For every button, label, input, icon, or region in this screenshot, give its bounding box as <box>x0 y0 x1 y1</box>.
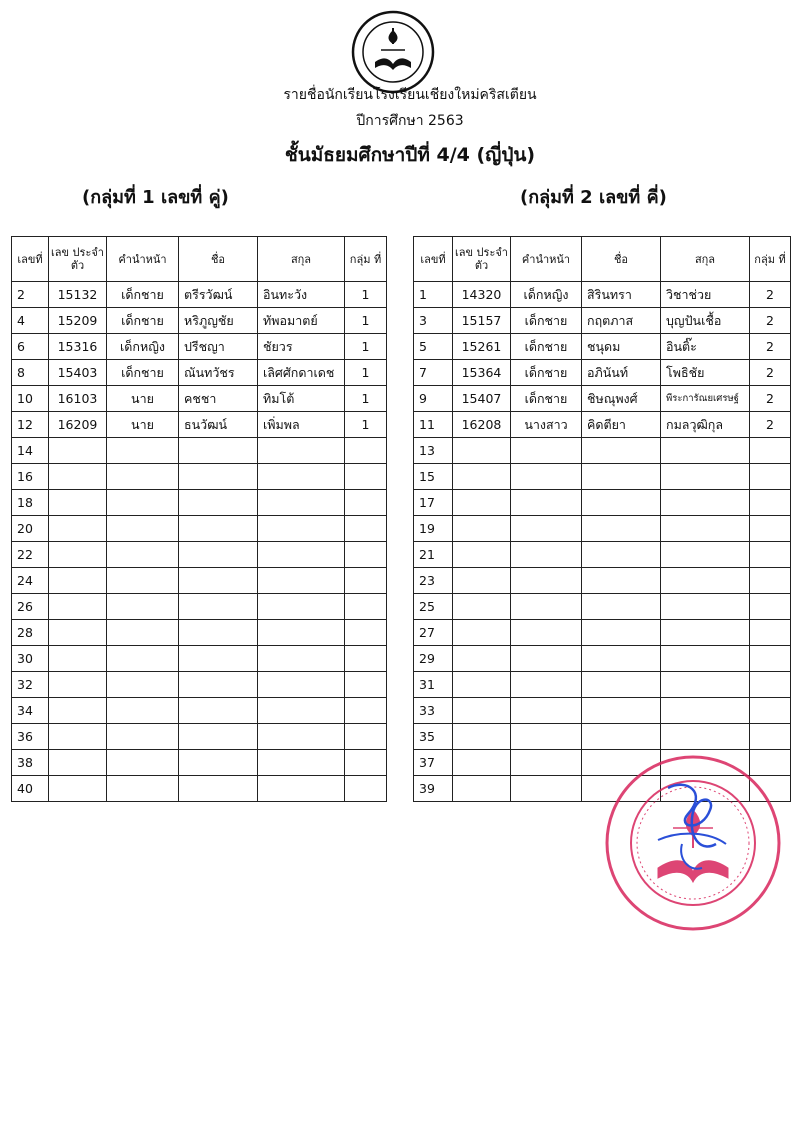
cell-student-id <box>49 698 107 724</box>
cell-student-id <box>49 750 107 776</box>
cell-first-name <box>179 464 258 490</box>
col-no-header: เลขที่ <box>12 237 49 282</box>
cell-first-name: ณันทวัชร <box>179 360 258 386</box>
cell-first-name: อภินันท์ <box>582 360 661 386</box>
cell-student-id <box>453 438 511 464</box>
cell-student-id <box>49 542 107 568</box>
cell-last-name <box>661 594 750 620</box>
cell-first-name <box>582 516 661 542</box>
cell-group <box>750 568 791 594</box>
cell-no: 14 <box>12 438 49 464</box>
cell-last-name <box>661 724 750 750</box>
table-row <box>414 490 791 516</box>
cell-student-id <box>453 698 511 724</box>
cell-group: 1 <box>345 360 387 386</box>
cell-no: 6 <box>12 334 49 360</box>
table-row <box>414 698 791 724</box>
cell-last-name: ทัพอมาตย์ <box>258 308 345 334</box>
cell-group <box>345 490 387 516</box>
cell-student-id <box>453 646 511 672</box>
table-row <box>12 542 387 568</box>
cell-student-id <box>453 724 511 750</box>
cell-last-name <box>258 646 345 672</box>
cell-prefix: เด็กชาย <box>107 360 179 386</box>
cell-first-name <box>179 646 258 672</box>
cell-group: 2 <box>750 308 791 334</box>
cell-first-name <box>582 724 661 750</box>
table-row <box>12 672 387 698</box>
cell-no: 32 <box>12 672 49 698</box>
cell-first-name <box>582 594 661 620</box>
cell-no: 37 <box>414 750 453 776</box>
cell-last-name <box>661 464 750 490</box>
school-logo <box>351 10 435 94</box>
cell-no: 1 <box>414 282 453 308</box>
cell-prefix <box>107 672 179 698</box>
cell-no: 4 <box>12 308 49 334</box>
cell-no: 40 <box>12 776 49 802</box>
cell-student-id <box>49 646 107 672</box>
cell-last-name <box>258 750 345 776</box>
table-row <box>414 412 791 438</box>
cell-student-id: 16103 <box>49 386 107 412</box>
cell-group: 2 <box>750 360 791 386</box>
cell-prefix: เด็กชาย <box>511 360 582 386</box>
cell-student-id <box>453 620 511 646</box>
cell-no: 26 <box>12 594 49 620</box>
table-row <box>414 620 791 646</box>
cell-prefix <box>511 490 582 516</box>
table-row <box>414 438 791 464</box>
cell-no: 3 <box>414 308 453 334</box>
cell-last-name <box>661 568 750 594</box>
table-row <box>414 568 791 594</box>
col-id-header: เลข ประจำตัว <box>49 237 107 282</box>
cell-no: 19 <box>414 516 453 542</box>
cell-group <box>345 464 387 490</box>
cell-student-id <box>49 776 107 802</box>
cell-last-name: วิชาช่วย <box>661 282 750 308</box>
table-row <box>414 724 791 750</box>
cell-student-id <box>49 568 107 594</box>
cell-no: 34 <box>12 698 49 724</box>
cell-first-name <box>582 698 661 724</box>
table-row <box>414 334 791 360</box>
cell-prefix: นางสาว <box>511 412 582 438</box>
cell-no: 38 <box>12 750 49 776</box>
group-2-title: (กลุ่มที่ 2 เลขที่ คี่) <box>520 187 667 208</box>
cell-first-name <box>582 646 661 672</box>
cell-first-name <box>179 542 258 568</box>
table-row <box>12 464 387 490</box>
cell-prefix <box>511 620 582 646</box>
cell-last-name <box>661 516 750 542</box>
table-row <box>414 464 791 490</box>
cell-group: 2 <box>750 334 791 360</box>
cell-group <box>750 698 791 724</box>
table-row <box>12 646 387 672</box>
cell-first-name: ตรีรวัฒน์ <box>179 282 258 308</box>
table-row <box>12 594 387 620</box>
cell-first-name: หริภูญชัย <box>179 308 258 334</box>
cell-no: 23 <box>414 568 453 594</box>
cell-group <box>750 516 791 542</box>
cell-no: 11 <box>414 412 453 438</box>
cell-prefix <box>107 568 179 594</box>
group-2-table <box>413 236 791 802</box>
cell-last-name <box>258 672 345 698</box>
cell-student-id <box>49 464 107 490</box>
cell-group <box>750 464 791 490</box>
cell-last-name: เลิศศักดาเดช <box>258 360 345 386</box>
cell-no: 7 <box>414 360 453 386</box>
cell-first-name <box>582 672 661 698</box>
cell-prefix <box>511 568 582 594</box>
cell-last-name <box>661 646 750 672</box>
cell-prefix <box>511 516 582 542</box>
cell-first-name <box>179 672 258 698</box>
cell-no: 30 <box>12 646 49 672</box>
cell-prefix <box>107 464 179 490</box>
table-header-row <box>12 237 387 282</box>
cell-student-id <box>453 750 511 776</box>
cell-student-id <box>49 438 107 464</box>
cell-prefix <box>107 776 179 802</box>
cell-no: 8 <box>12 360 49 386</box>
cell-last-name <box>258 620 345 646</box>
cell-last-name <box>661 620 750 646</box>
cell-group: 2 <box>750 386 791 412</box>
cell-first-name: ธนวัฒน์ <box>179 412 258 438</box>
col-no-header: เลขที่ <box>414 237 453 282</box>
table-row <box>12 698 387 724</box>
table-row <box>414 646 791 672</box>
table-row <box>12 490 387 516</box>
cell-prefix <box>107 594 179 620</box>
cell-no: 16 <box>12 464 49 490</box>
cell-no: 18 <box>12 490 49 516</box>
cell-student-id: 15209 <box>49 308 107 334</box>
cell-no: 15 <box>414 464 453 490</box>
cell-prefix <box>107 646 179 672</box>
cell-student-id <box>453 594 511 620</box>
group-1-title: (กลุ่มที่ 1 เลขที่ คู่) <box>82 187 229 208</box>
cell-last-name: พีระการัณยเศรษฐ์ <box>661 386 750 412</box>
cell-no: 12 <box>12 412 49 438</box>
cell-first-name <box>582 568 661 594</box>
cell-student-id <box>49 620 107 646</box>
cell-group: 1 <box>345 282 387 308</box>
cell-last-name: กมลวุฒิกุล <box>661 412 750 438</box>
cell-student-id: 15157 <box>453 308 511 334</box>
cell-student-id: 15403 <box>49 360 107 386</box>
cell-prefix <box>107 438 179 464</box>
cell-first-name <box>179 776 258 802</box>
cell-group: 2 <box>750 412 791 438</box>
cell-group <box>750 672 791 698</box>
cell-prefix: เด็กชาย <box>511 386 582 412</box>
table-header-row <box>414 237 791 282</box>
cell-last-name <box>258 516 345 542</box>
cell-no: 5 <box>414 334 453 360</box>
cell-group <box>345 620 387 646</box>
cell-student-id: 14320 <box>453 282 511 308</box>
cell-prefix <box>511 542 582 568</box>
cell-first-name <box>582 438 661 464</box>
cell-last-name: บุญปันเชื้อ <box>661 308 750 334</box>
cell-prefix: เด็กหญิง <box>107 334 179 360</box>
cell-no: 29 <box>414 646 453 672</box>
cell-last-name <box>661 542 750 568</box>
cell-last-name <box>258 568 345 594</box>
cell-group <box>345 698 387 724</box>
cell-first-name: คชชา <box>179 386 258 412</box>
col-last-name-header: สกุล <box>661 237 750 282</box>
table-row <box>12 360 387 386</box>
cell-group <box>750 646 791 672</box>
cell-last-name <box>661 438 750 464</box>
table-row <box>414 594 791 620</box>
academic-year: ปีการศึกษา 2563 <box>356 113 464 129</box>
cell-group <box>345 516 387 542</box>
cell-group <box>345 724 387 750</box>
cell-first-name <box>582 542 661 568</box>
cell-prefix <box>511 438 582 464</box>
cell-no: 20 <box>12 516 49 542</box>
cell-first-name: กฤตภาส <box>582 308 661 334</box>
cell-last-name <box>258 438 345 464</box>
cell-first-name: ชนุดม <box>582 334 661 360</box>
table-row <box>414 672 791 698</box>
cell-last-name <box>258 594 345 620</box>
cell-student-id <box>453 490 511 516</box>
cell-last-name: ทิมโต้ <box>258 386 345 412</box>
cell-group: 1 <box>345 308 387 334</box>
cell-prefix <box>511 724 582 750</box>
cell-prefix <box>107 698 179 724</box>
cell-first-name <box>179 750 258 776</box>
cell-last-name: อินติ๊ะ <box>661 334 750 360</box>
cell-last-name: โพธิชัย <box>661 360 750 386</box>
col-group-header: กลุ่ม ที่ <box>750 237 791 282</box>
table-row <box>12 282 387 308</box>
table-row <box>12 568 387 594</box>
cell-student-id <box>49 724 107 750</box>
cell-no: 39 <box>414 776 453 802</box>
cell-last-name <box>661 698 750 724</box>
school-stamp <box>598 748 788 938</box>
table-row <box>12 438 387 464</box>
cell-no: 17 <box>414 490 453 516</box>
cell-last-name <box>661 490 750 516</box>
cell-first-name <box>582 490 661 516</box>
cell-first-name <box>179 438 258 464</box>
cell-first-name: คิดตียา <box>582 412 661 438</box>
cell-first-name <box>179 724 258 750</box>
cell-last-name <box>258 490 345 516</box>
cell-student-id: 15364 <box>453 360 511 386</box>
cell-group <box>750 542 791 568</box>
table-row <box>414 516 791 542</box>
cell-student-id <box>49 516 107 542</box>
cell-first-name <box>179 516 258 542</box>
col-prefix-header: คำนำหน้า <box>107 237 179 282</box>
cell-prefix <box>107 516 179 542</box>
cell-last-name <box>258 464 345 490</box>
table-row <box>12 516 387 542</box>
table-row <box>12 308 387 334</box>
cell-student-id <box>49 490 107 516</box>
cell-group <box>345 750 387 776</box>
cell-no: 35 <box>414 724 453 750</box>
cell-first-name: ชิษณุพงศ์ <box>582 386 661 412</box>
cell-student-id <box>453 464 511 490</box>
cell-student-id: 15261 <box>453 334 511 360</box>
cell-no: 25 <box>414 594 453 620</box>
cell-prefix: นาย <box>107 412 179 438</box>
table-row <box>12 724 387 750</box>
cell-student-id <box>453 542 511 568</box>
cell-prefix: นาย <box>107 386 179 412</box>
cell-no: 31 <box>414 672 453 698</box>
cell-group <box>750 594 791 620</box>
cell-group <box>750 438 791 464</box>
table-row <box>414 308 791 334</box>
cell-group <box>345 594 387 620</box>
cell-prefix <box>511 750 582 776</box>
class-title: ชั้นมัธยมศึกษาปีที่ 4/4 (ญี่ปุ่น) <box>284 144 536 166</box>
cell-group <box>345 672 387 698</box>
cell-group <box>750 490 791 516</box>
cell-prefix <box>511 672 582 698</box>
cell-group <box>345 776 387 802</box>
cell-group <box>750 724 791 750</box>
cell-group <box>750 620 791 646</box>
cell-no: 10 <box>12 386 49 412</box>
cell-no: 22 <box>12 542 49 568</box>
cell-prefix <box>107 542 179 568</box>
col-group-header: กลุ่ม ที่ <box>345 237 387 282</box>
cell-no: 28 <box>12 620 49 646</box>
cell-last-name <box>661 672 750 698</box>
col-first-name-header: ชื่อ <box>582 237 661 282</box>
group-1-table <box>11 236 387 802</box>
col-prefix-header: คำนำหน้า <box>511 237 582 282</box>
cell-prefix <box>107 490 179 516</box>
cell-prefix: เด็กชาย <box>511 308 582 334</box>
cell-prefix: เด็กชาย <box>107 282 179 308</box>
cell-group <box>345 438 387 464</box>
cell-prefix <box>107 620 179 646</box>
cell-first-name <box>582 464 661 490</box>
table-row <box>12 334 387 360</box>
cell-last-name <box>258 724 345 750</box>
table-row <box>12 776 387 802</box>
cell-no: 9 <box>414 386 453 412</box>
col-id-header: เลข ประจำตัว <box>453 237 511 282</box>
cell-no: 27 <box>414 620 453 646</box>
cell-group <box>345 542 387 568</box>
cell-student-id <box>453 776 511 802</box>
table-row <box>414 542 791 568</box>
cell-prefix <box>511 464 582 490</box>
cell-prefix: เด็กหญิง <box>511 282 582 308</box>
cell-group: 1 <box>345 334 387 360</box>
cell-prefix <box>511 776 582 802</box>
cell-first-name <box>179 620 258 646</box>
school-title: รายชื่อนักเรียนโรงเรียนเชียงใหม่คริสเตียน <box>283 87 537 103</box>
table-row <box>12 386 387 412</box>
cell-first-name <box>179 698 258 724</box>
cell-group <box>345 646 387 672</box>
cell-no: 24 <box>12 568 49 594</box>
cell-last-name <box>258 698 345 724</box>
cell-student-id: 15407 <box>453 386 511 412</box>
cell-group <box>345 568 387 594</box>
cell-first-name <box>179 568 258 594</box>
cell-no: 2 <box>12 282 49 308</box>
cell-prefix <box>511 594 582 620</box>
cell-student-id: 15132 <box>49 282 107 308</box>
cell-student-id <box>453 672 511 698</box>
cell-group: 1 <box>345 412 387 438</box>
table-row <box>414 282 791 308</box>
cell-no: 33 <box>414 698 453 724</box>
col-first-name-header: ชื่อ <box>179 237 258 282</box>
table-row <box>414 386 791 412</box>
cell-first-name: สิรินทรา <box>582 282 661 308</box>
cell-no: 36 <box>12 724 49 750</box>
cell-student-id <box>49 594 107 620</box>
cell-first-name <box>179 594 258 620</box>
cell-prefix <box>511 646 582 672</box>
table-row <box>414 360 791 386</box>
cell-student-id <box>49 672 107 698</box>
cell-student-id <box>453 568 511 594</box>
cell-group: 2 <box>750 282 791 308</box>
cell-prefix <box>107 724 179 750</box>
cell-first-name <box>582 620 661 646</box>
cell-group: 1 <box>345 386 387 412</box>
cell-no: 21 <box>414 542 453 568</box>
table-row <box>12 750 387 776</box>
cell-prefix <box>511 698 582 724</box>
cell-last-name <box>258 776 345 802</box>
cell-last-name: เพิ่มพล <box>258 412 345 438</box>
cell-no: 13 <box>414 438 453 464</box>
cell-last-name: ชัยวร <box>258 334 345 360</box>
cell-last-name: อินทะวัง <box>258 282 345 308</box>
table-row <box>12 620 387 646</box>
cell-first-name <box>179 490 258 516</box>
cell-first-name: ปรีชญา <box>179 334 258 360</box>
cell-student-id: 15316 <box>49 334 107 360</box>
col-last-name-header: สกุล <box>258 237 345 282</box>
cell-prefix: เด็กชาย <box>511 334 582 360</box>
cell-last-name <box>258 542 345 568</box>
table-row <box>12 412 387 438</box>
cell-student-id: 16209 <box>49 412 107 438</box>
cell-student-id: 16208 <box>453 412 511 438</box>
cell-prefix: เด็กชาย <box>107 308 179 334</box>
cell-student-id <box>453 516 511 542</box>
cell-prefix <box>107 750 179 776</box>
